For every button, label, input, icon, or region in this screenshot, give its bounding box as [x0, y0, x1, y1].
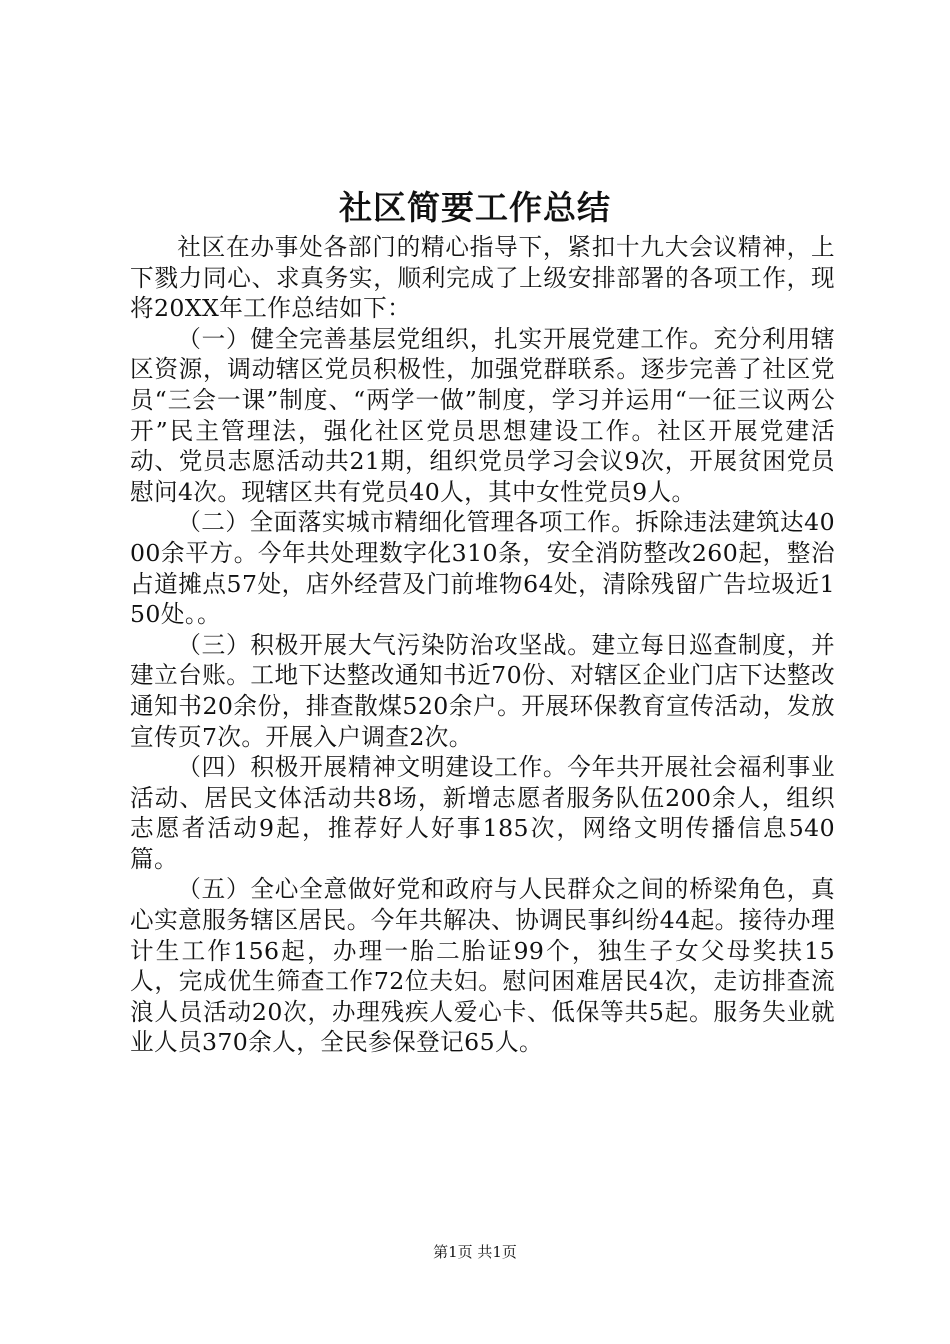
document-title: 社区简要工作总结: [339, 188, 611, 227]
paragraph-civilization: （四）积极开展精神文明建设工作。今年共开展社会福利事业活动、居民文体活动共8场，新增志愿者服务队伍200余人，组织志愿者活动9起，推荐好人好事185次，网络文明传播信息540篇。: [130, 753, 835, 873]
page-number-footer: 第1页 共1页: [433, 1243, 517, 1261]
paragraph-resident-service: （五）全心全意做好党和政府与人民群众之间的桥梁角色，真心实意服务辖区居民。今年共解决、协调民事纠纷44起。接待办理计生工作156起，办理一胎二胎证99个，独生子女父母奖扶15人，完成优生筛查工作72位夫妇。慰问困难居民4次，走访排查流浪人员活动20次，办理残疾人爱心卡、低保等共5起。服务失业就业人员370余人，全民参保登记65人。: [130, 875, 835, 1057]
paragraph-intro: 社区在办事处各部门的精心指导下，紧扣十九大会议精神，上下戮力同心、求真务实，顺利完成了上级安排部署的各项工作，现将20XX年工作总结如下：: [130, 233, 835, 323]
paragraph-city-management: （二）全面落实城市精细化管理各项工作。拆除违法建筑达4000余平方。今年共处理数字化310条，安全消防整改260起，整治占道摊点57处，店外经营及门前堆物64处，清除残留广告垃圾近150处。。: [130, 508, 835, 629]
paragraph-party-building: （一）健全完善基层党组织，扎实开展党建工作。充分利用辖区资源，调动辖区党员积极性，加强党群联系。逐步完善了社区党员“三会一课”制度、“两学一做”制度，学习并运用“一征三议两公开”民主管理法，强化社区党员思想建设工作。社区开展党建活动、党员志愿活动共21期，组织党员学习会议9次，开展贫困党员慰问4次。现辖区共有党员40人，其中女性党员9人。: [130, 324, 835, 506]
paragraph-air-pollution: （三）积极开展大气污染防治攻坚战。建立每日巡查制度，并建立台账。工地下达整改通知书近70份、对辖区企业门店下达整改通知书20余份，排查散煤520余户。开展环保教育宣传活动，发放宣传页7次。开展入户调查2次。: [130, 630, 835, 751]
document-body: [130, 232, 835, 1058]
